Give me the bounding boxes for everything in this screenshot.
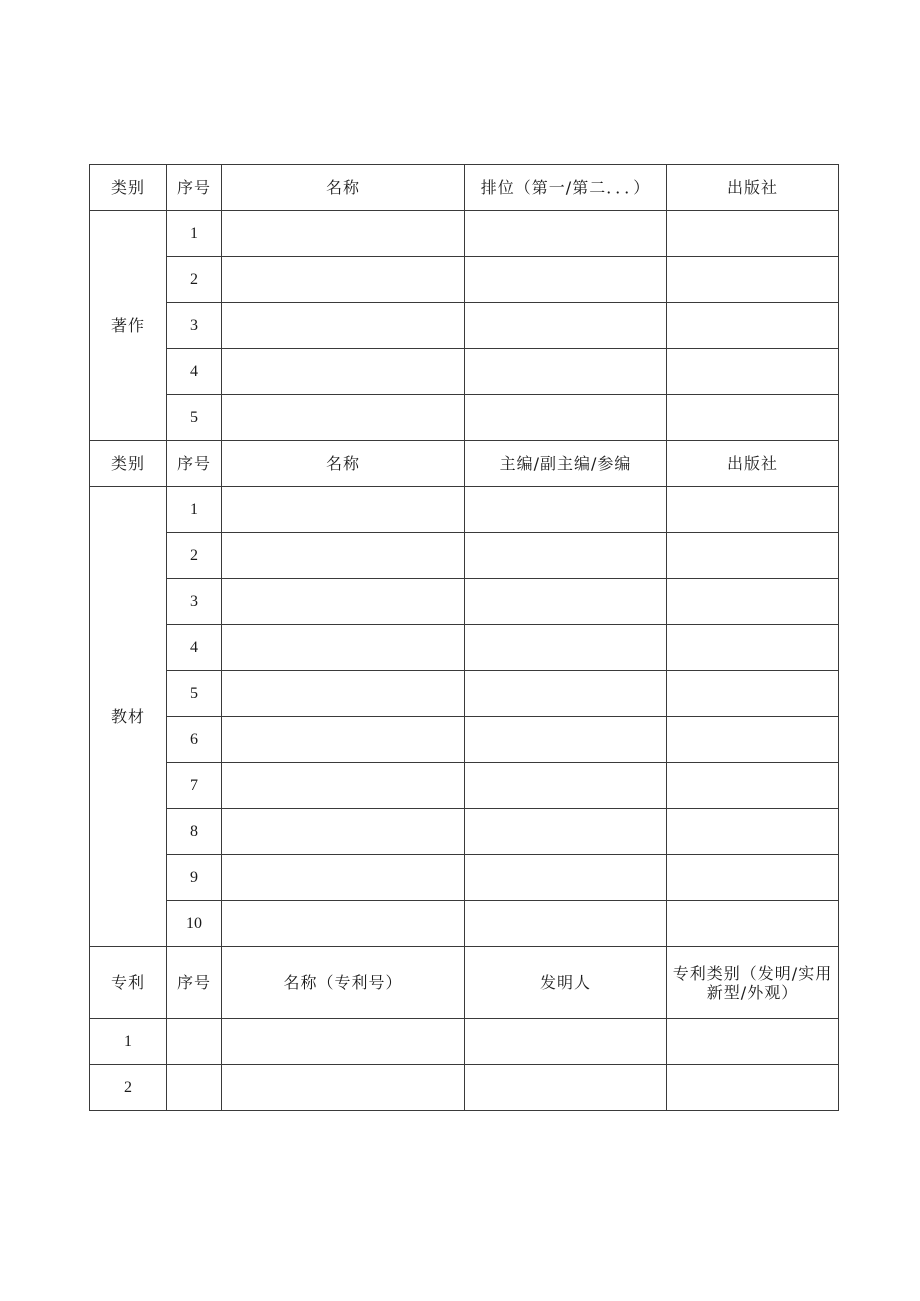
- header-name: 名称: [222, 165, 465, 211]
- inventor-cell[interactable]: [465, 1065, 667, 1111]
- table-row: [90, 763, 839, 809]
- name-cell[interactable]: [222, 901, 465, 947]
- header-category: 类别: [90, 441, 167, 487]
- patent-type-cell[interactable]: [667, 1065, 839, 1111]
- role-cell[interactable]: [465, 901, 667, 947]
- name-cell[interactable]: [222, 671, 465, 717]
- header-category: 专利: [90, 947, 167, 1019]
- table-row: [90, 487, 839, 533]
- name-cell[interactable]: [222, 349, 465, 395]
- row-number: 10: [167, 901, 222, 947]
- name-cell[interactable]: [222, 579, 465, 625]
- name-cell[interactable]: [222, 717, 465, 763]
- patents-header-row: [90, 947, 839, 1019]
- row-number: 9: [167, 855, 222, 901]
- name-cell[interactable]: [222, 763, 465, 809]
- publisher-cell[interactable]: [667, 257, 839, 303]
- header-patent-type: 专利类别（发明/实用新型/外观）: [667, 947, 839, 1019]
- rank-cell[interactable]: [465, 395, 667, 441]
- table-row: [90, 671, 839, 717]
- rank-cell[interactable]: [465, 349, 667, 395]
- row-number: 8: [167, 809, 222, 855]
- table-row: [90, 533, 839, 579]
- inventor-cell[interactable]: [465, 1019, 667, 1065]
- header-name: 名称（专利号）: [222, 947, 465, 1019]
- rank-cell[interactable]: [465, 211, 667, 257]
- row-number: 7: [167, 763, 222, 809]
- publisher-cell[interactable]: [667, 211, 839, 257]
- name-cell[interactable]: [222, 303, 465, 349]
- name-cell[interactable]: [222, 487, 465, 533]
- patent-type-cell[interactable]: [667, 1019, 839, 1065]
- row-number: 5: [167, 395, 222, 441]
- publisher-cell[interactable]: [667, 855, 839, 901]
- publisher-cell[interactable]: [667, 533, 839, 579]
- row-number: 1: [167, 487, 222, 533]
- name-cell[interactable]: [222, 625, 465, 671]
- table-row: [90, 809, 839, 855]
- row-number: 6: [167, 717, 222, 763]
- header-publisher: 出版社: [667, 165, 839, 211]
- name-cell[interactable]: [222, 211, 465, 257]
- header-role: 主编/副主编/参编: [465, 441, 667, 487]
- row-number: 3: [167, 303, 222, 349]
- header-inventor: 发明人: [465, 947, 667, 1019]
- table-row: [90, 717, 839, 763]
- seq-cell[interactable]: [167, 1065, 222, 1111]
- table-row: [90, 257, 839, 303]
- name-cell[interactable]: [222, 395, 465, 441]
- publisher-cell[interactable]: [667, 579, 839, 625]
- publisher-cell[interactable]: [667, 625, 839, 671]
- role-cell[interactable]: [465, 763, 667, 809]
- publisher-cell[interactable]: [667, 303, 839, 349]
- table-row: [90, 901, 839, 947]
- table-row: [90, 579, 839, 625]
- publisher-cell[interactable]: [667, 487, 839, 533]
- name-cell[interactable]: [222, 257, 465, 303]
- textbooks-header-row: [90, 441, 839, 487]
- name-cell[interactable]: [222, 855, 465, 901]
- publisher-cell[interactable]: [667, 349, 839, 395]
- table-row: [90, 625, 839, 671]
- header-publisher: 出版社: [667, 441, 839, 487]
- row-number: 4: [167, 625, 222, 671]
- role-cell[interactable]: [465, 625, 667, 671]
- monographs-header-row: [90, 165, 839, 211]
- name-cell[interactable]: [222, 809, 465, 855]
- header-seq: 序号: [167, 165, 222, 211]
- row-number: 3: [167, 579, 222, 625]
- role-cell[interactable]: [465, 579, 667, 625]
- header-seq: 序号: [167, 947, 222, 1019]
- table-row: [90, 855, 839, 901]
- role-cell[interactable]: [465, 717, 667, 763]
- header-category: 类别: [90, 165, 167, 211]
- category-label-textbooks: 教材: [90, 487, 167, 947]
- table-row: [90, 395, 839, 441]
- name-cell[interactable]: [222, 1065, 465, 1111]
- publisher-cell[interactable]: [667, 395, 839, 441]
- publisher-cell[interactable]: [667, 809, 839, 855]
- header-rank: 排位（第一/第二．．．）: [465, 165, 667, 211]
- publisher-cell[interactable]: [667, 763, 839, 809]
- row-number: 1: [90, 1019, 167, 1065]
- publisher-cell[interactable]: [667, 717, 839, 763]
- role-cell[interactable]: [465, 533, 667, 579]
- header-name: 名称: [222, 441, 465, 487]
- role-cell[interactable]: [465, 809, 667, 855]
- table-row: [90, 303, 839, 349]
- seq-cell[interactable]: [167, 1019, 222, 1065]
- row-number: 4: [167, 349, 222, 395]
- table-row: [90, 1019, 839, 1065]
- name-cell[interactable]: [222, 533, 465, 579]
- publisher-cell[interactable]: [667, 671, 839, 717]
- row-number: 2: [167, 257, 222, 303]
- row-number: 2: [90, 1065, 167, 1111]
- row-number: 2: [167, 533, 222, 579]
- publisher-cell[interactable]: [667, 901, 839, 947]
- role-cell[interactable]: [465, 487, 667, 533]
- table-row: [90, 349, 839, 395]
- row-number: 5: [167, 671, 222, 717]
- name-cell[interactable]: [222, 1019, 465, 1065]
- table-row: [90, 1065, 839, 1111]
- table-row: [90, 211, 839, 257]
- role-cell[interactable]: [465, 855, 667, 901]
- category-label-monographs: 著作: [90, 211, 167, 441]
- rank-cell[interactable]: [465, 303, 667, 349]
- achievements-table: [89, 164, 839, 1111]
- header-seq: 序号: [167, 441, 222, 487]
- row-number: 1: [167, 211, 222, 257]
- rank-cell[interactable]: [465, 257, 667, 303]
- role-cell[interactable]: [465, 671, 667, 717]
